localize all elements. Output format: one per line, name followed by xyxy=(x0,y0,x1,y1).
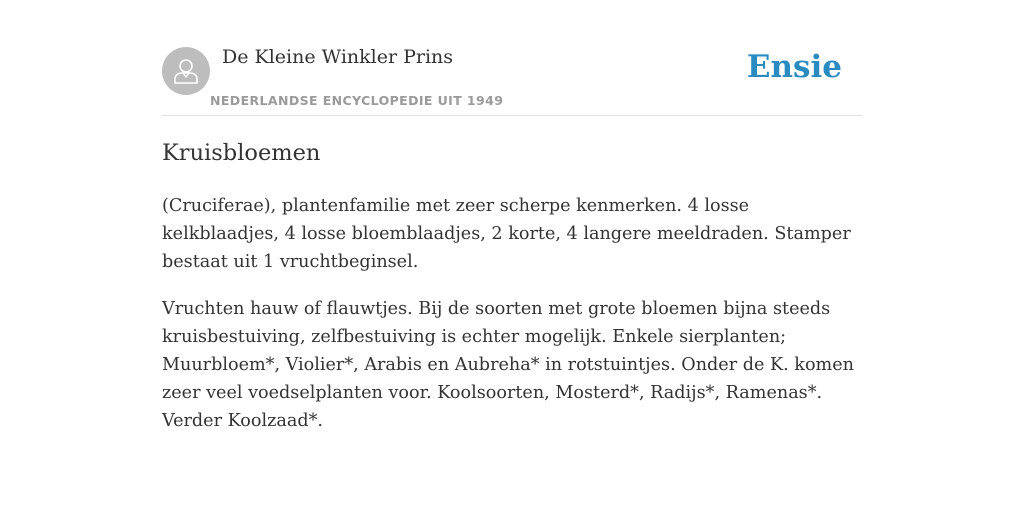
article-paragraph: (Cruciferae), plantenfamilie met zeer scherpe kenmerken. 4 losse kelkblaadjes, 4 losse bloemblaadjes, 2 korte, 4 langere meeldraden. Stamper bestaat uit 1 vruchtbeginsel. xyxy=(162,196,851,272)
author-avatar[interactable] xyxy=(162,47,210,95)
article-paragraph: Vruchten hauw of flauwtjes. Bij de soorten met grote bloemen bijna steeds kruisbestuiving, zelfbestuiving is echter mogelijk. Enkele sierplanten; Muurbloem*, Violier*, Arabis en Aubreha* in rotstuintjes. Onder de K. komen zeer veel voedselplanten voor. Koolsoorten, Mosterd*, Radijs*, Ramenas*. Verder Koolzaad*. xyxy=(162,299,854,431)
author-name[interactable]: De Kleine Winkler Prins xyxy=(222,46,454,68)
article-header xyxy=(162,0,862,116)
article-title: Kruisbloemen xyxy=(162,140,321,166)
article-body xyxy=(162,192,862,454)
source-subtitle: NEDERLANDSE ENCYCLOPEDIE UIT 1949 xyxy=(210,93,504,108)
article-card xyxy=(162,0,862,512)
brand-logo-link[interactable]: Ensie xyxy=(746,49,842,85)
user-icon xyxy=(171,56,201,86)
